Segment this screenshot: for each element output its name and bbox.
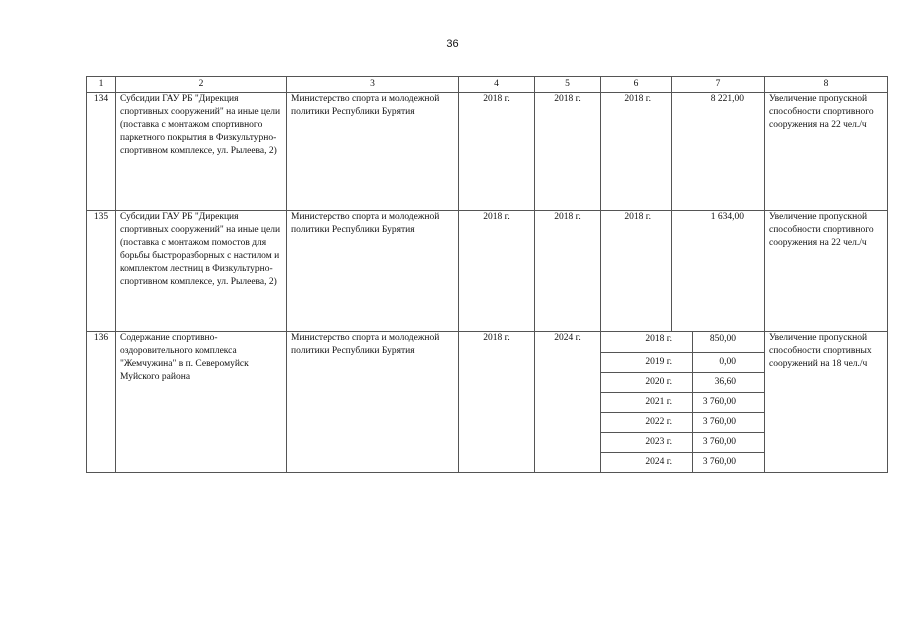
expected-result: Увеличение пропускной способности спортивных сооружений на 18 чел./ч: [765, 332, 888, 473]
finance-year: 2018 г.: [601, 93, 672, 211]
header-cell: 7: [672, 77, 765, 93]
finance-value: 850,00: [693, 332, 765, 353]
start-year: 2018 г.: [459, 93, 535, 211]
header-cell: 2: [116, 77, 287, 93]
finance-subrow: [601, 453, 764, 473]
ministry-name: Министерство спорта и молодежной политики Республики Бурятия: [287, 93, 459, 211]
table-row: [87, 93, 888, 211]
ministry-name: Министерство спорта и молодежной политики Республики Бурятия: [287, 211, 459, 332]
finance-subrow: [601, 332, 764, 353]
program-table: [86, 76, 888, 473]
event-name: Субсидии ГАУ РБ "Дирекция спортивных сооружений" на иные цели (поставка с монтажом помостов для борьбы быстроразборных с настилом и комплектом лестниц в Физкультурно-спортивном комплексе, ул. Рылеева, 2): [116, 211, 287, 332]
expected-result: Увеличение пропускной способности спортивного сооружения на 22 чел./ч: [765, 93, 888, 211]
finance-value: 0,00: [693, 353, 765, 373]
finance-subrow: [601, 373, 764, 393]
start-year: 2018 г.: [459, 332, 535, 473]
finance-value: 3 760,00: [702, 457, 736, 467]
ministry-name: Министерство спорта и молодежной политики Республики Бурятия: [287, 332, 459, 473]
end-year: 2024 г.: [535, 332, 601, 473]
finance-subrow: [601, 393, 764, 413]
finance-year: 2018 г.: [601, 211, 672, 332]
finance-value: 8 221,00: [672, 93, 765, 211]
table-row: [87, 211, 888, 332]
event-name: Субсидии ГАУ РБ "Дирекция спортивных сооружений" на иные цели (поставка с монтажом спортивного паркетного покрытия в Физкультурно-спортивном комплексе, ул. Рылеева, 2): [116, 93, 287, 211]
finance-subrow: [601, 353, 764, 373]
row-number: 134: [87, 93, 116, 211]
end-year: 2018 г.: [535, 211, 601, 332]
header-cell: 1: [87, 77, 116, 93]
finance-breakdown: [601, 332, 765, 473]
finance-year: 2018 г.: [601, 332, 693, 353]
finance-subrow: [601, 433, 764, 453]
finance-year: 2021 г.: [601, 393, 693, 413]
table-row: [87, 332, 888, 473]
finance-year: 2023 г.: [601, 433, 693, 453]
finance-year: 2020 г.: [601, 373, 693, 393]
expected-result: Увеличение пропускной способности спортивного сооружения на 22 чел./ч: [765, 211, 888, 332]
header-cell: 3: [287, 77, 459, 93]
row-number: 135: [87, 211, 116, 332]
finance-breakdown-table: [601, 332, 764, 472]
finance-value: 36,60: [693, 373, 765, 393]
header-cell: 4: [459, 77, 535, 93]
header-cell: 6: [601, 77, 672, 93]
row-number: 136: [87, 332, 116, 473]
header-cell: 8: [765, 77, 888, 93]
page-number: 36: [446, 38, 459, 50]
finance-value: 1 634,00: [672, 211, 765, 332]
header-row: [87, 77, 888, 93]
finance-subrow: [601, 413, 764, 433]
finance-year: 2022 г.: [601, 413, 693, 433]
event-name: Содержание спортивно-оздоровительного комплекса "Жемчужина" в п. Северомуйск Муйского района: [116, 332, 287, 473]
finance-value: 3 760,00: [693, 393, 765, 413]
finance-value: 3 760,00: [693, 413, 765, 433]
finance-value: 3 760,00: [693, 433, 765, 453]
finance-year: 2019 г.: [601, 353, 693, 373]
finance-year: 2024 г.: [601, 453, 693, 473]
header-cell: 5: [535, 77, 601, 93]
start-year: 2018 г.: [459, 211, 535, 332]
end-year: 2018 г.: [535, 93, 601, 211]
